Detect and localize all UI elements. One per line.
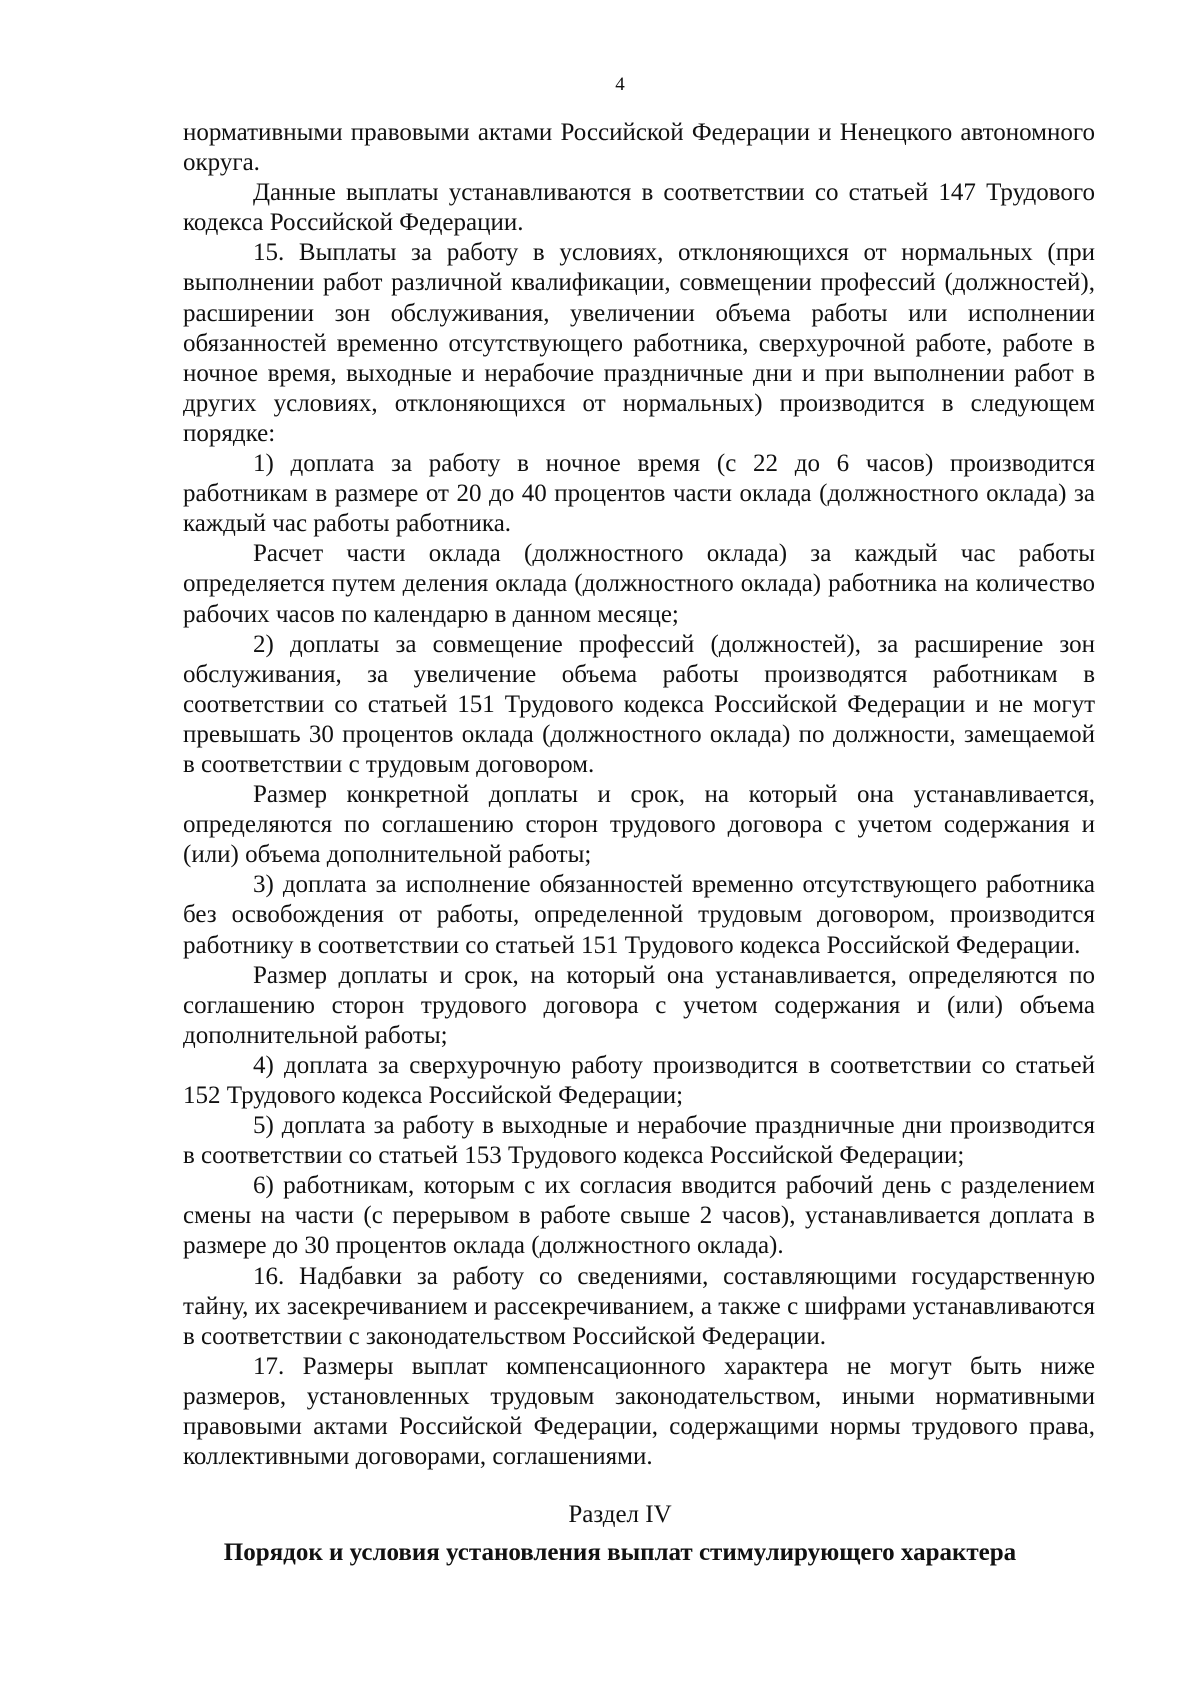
- paragraph: 16. Надбавки за работу со сведениями, составляющими государственную тайну, их засекречиванием и рассекречиванием, а также с шифрами устанавливаются в соответствии с законодательством Российской Федерации.: [183, 1262, 1095, 1350]
- section-heading: Раздел IV: [568, 1501, 672, 1528]
- paragraph: Размер доплаты и срок, на который она устанавливается, определяются по соглашению сторон трудового договора с учетом содержания и (или) объема дополнительной работы;: [183, 961, 1095, 1049]
- paragraph: Размер конкретной доплаты и срок, на который она устанавливается, определяются по соглашению сторон трудового договора с учетом содержания и (или) объема дополнительной работы;: [183, 781, 1095, 869]
- section-title: Порядок и условия установления выплат стимулирующего характера: [223, 1539, 1017, 1566]
- paragraph: 2) доплаты за совмещение профессий (должностей), за расширение зон обслуживания, за увеличение объема работы производятся работникам в соответствии со статьей 151 Трудового кодекса Российской Федерации и не могут превышать 30 процентов оклада (должностного оклада) по должности, замещаемой в соответствии с трудовым договором.: [183, 630, 1095, 778]
- paragraph: Расчет части оклада (должностного оклада) за каждый час работы определяется путем деления оклада (должностного оклада) работника на количество рабочих часов по календарю в данном месяце;: [183, 540, 1095, 628]
- paragraph: 6) работникам, которым с их согласия вводится рабочий день с разделением смены на части (с перерывом в работе свыше 2 часов), устанавливается доплата в размере до 30 процентов оклада (должностного оклада).: [183, 1172, 1095, 1260]
- paragraph: 1) доплата за работу в ночное время (с 22 до 6 часов) производится работникам в размере от 20 до 40 процентов части оклада (должностного оклада) за каждый час работы работника.: [183, 450, 1095, 538]
- page-number: 4: [615, 74, 625, 95]
- document-body: [183, 118, 1095, 1472]
- paragraph: нормативными правовыми актами Российской Федерации и Ненецкого автономного округа.: [183, 119, 1095, 177]
- paragraph: 15. Выплаты за работу в условиях, отклоняющихся от нормальных (при выполнении работ различной квалификации, совмещении профессий (должностей), расширении зон обслуживания, увеличении объема работы или исполнении обязанностей временно отсутствующего работника, сверхурочной работе, работе в ночное время, выходные и нерабочие праздничные дни и при выполнении работ в других условиях, отклоняющихся от нормальных) производится в следующем порядке:: [183, 239, 1095, 447]
- paragraph: 5) доплата за работу в выходные и нерабочие праздничные дни производится в соответствии со статьей 153 Трудового кодекса Российской Федерации;: [183, 1112, 1095, 1170]
- paragraph: 3) доплата за исполнение обязанностей временно отсутствующего работника без освобождения от работы, определенной трудовым договором, производится работнику в соответствии со статьей 151 Трудового кодекса Российской Федерации.: [183, 871, 1095, 959]
- paragraph: 17. Размеры выплат компенсационного характера не могут быть ниже размеров, установленных трудовым законодательством, иными нормативными правовыми актами Российской Федерации, содержащими нормы трудового права, коллективными договорами, соглашениями.: [183, 1352, 1095, 1471]
- paragraph: 4) доплата за сверхурочную работу производится в соответствии со статьей 152 Трудового кодекса Российской Федерации;: [183, 1051, 1095, 1109]
- paragraph: Данные выплаты устанавливаются в соответствии со статьей 147 Трудового кодекса Российской Федерации.: [183, 179, 1095, 237]
